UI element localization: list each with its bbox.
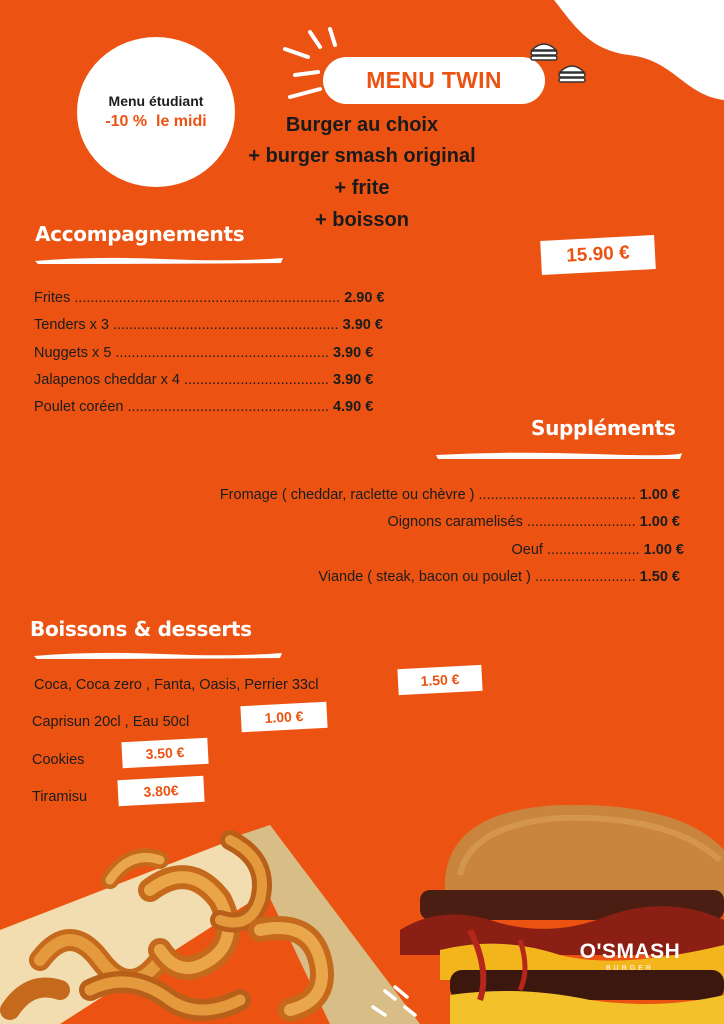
brand-subtitle: BURGER	[606, 965, 654, 972]
item-price: 4.90 €	[332, 399, 374, 415]
section-title-boissons: Boissons & desserts	[30, 617, 252, 641]
item-price: 3.90 €	[342, 317, 383, 333]
item-price: 3.90 €	[332, 345, 374, 361]
student-menu-offer: -10 % le midi	[105, 113, 207, 130]
brand-name: O'SMASH	[579, 940, 681, 963]
sparkle-icon	[365, 985, 445, 1024]
curly-fries-image	[0, 810, 420, 1024]
section-title-accompagnements: Accompagnements	[35, 222, 245, 246]
twin-line-2: + burger smash original	[248, 145, 476, 167]
item-price: 2.90 €	[344, 290, 385, 306]
student-menu-title: Menu étudiant	[108, 93, 204, 109]
drink-item-label: Coca, Coca zero , Fanta, Oasis, Perrier 33cl	[34, 677, 319, 693]
item-label: Fromage ( cheddar, raclette ou chèvre ) .......................................	[219, 487, 636, 503]
item-price: 1.50 €	[639, 569, 680, 585]
dessert-item-label: Cookies	[32, 752, 85, 768]
dessert-price-tag: 3.80€	[117, 776, 204, 806]
brush-divider	[32, 650, 284, 660]
item-label: Jalapenos cheddar x 4 ....................................	[34, 372, 329, 388]
brush-divider	[33, 255, 285, 265]
twin-line-1: Burger au choix	[285, 114, 439, 136]
item-label: Frites ..................................................................	[34, 290, 341, 306]
item-price: 1.00 €	[639, 487, 680, 503]
menu-row	[34, 290, 454, 306]
item-label: Poulet coréen ..................................................	[34, 399, 329, 415]
item-price: 3.90 €	[333, 372, 374, 388]
item-label: Tenders x 3 ........................................................	[34, 317, 339, 333]
drink-price-tag: 1.00 €	[240, 702, 327, 732]
item-price: 1.00 €	[643, 542, 684, 558]
item-price: 1.00 €	[639, 514, 680, 530]
supplement-row	[318, 569, 680, 585]
twin-price-tag: 15.90 €	[540, 235, 656, 275]
osmash-logo	[570, 940, 690, 972]
section-title-supplements: Suppléments	[531, 416, 676, 440]
drink-item-label: Caprisun 20cl , Eau 50cl	[32, 714, 190, 730]
supplement-row	[220, 487, 680, 503]
supplement-row	[387, 514, 680, 530]
brush-divider	[434, 450, 684, 460]
item-label: Oeuf .......................	[511, 542, 640, 558]
supplement-row	[512, 542, 684, 558]
dessert-price-tag: 3.50 €	[121, 738, 208, 768]
item-label: Viande ( steak, bacon ou poulet ) .........................	[318, 569, 636, 585]
twin-line-3: + frite	[334, 177, 390, 199]
twin-line-4: + boisson	[315, 209, 409, 231]
menu-row	[34, 317, 454, 333]
menu-row	[34, 372, 454, 388]
menu-twin-title: MENU TWIN	[323, 57, 545, 104]
item-label: Nuggets x 5 .....................................................	[34, 345, 329, 361]
menu-row	[34, 345, 454, 361]
drink-price-tag: 1.50 €	[397, 665, 482, 695]
burger-icon	[522, 36, 592, 96]
menu-row	[34, 399, 454, 415]
dessert-item-label: Tiramisu	[32, 789, 88, 805]
item-label: Oignons caramelisés ...........................	[387, 514, 636, 530]
